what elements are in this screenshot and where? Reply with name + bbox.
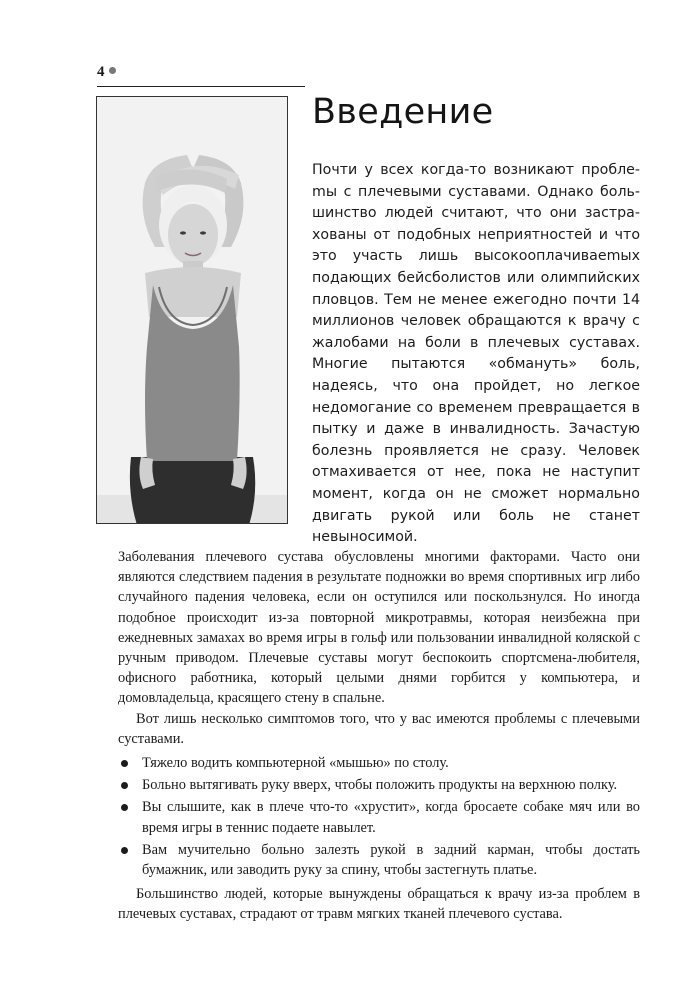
list-item [118, 775, 640, 795]
page-number: 4 [97, 64, 116, 81]
bullet-dot-icon [121, 847, 128, 854]
symptom-list [118, 753, 640, 880]
body-paragraph: Вот лишь несколько симптомов того, что у вас имеются проблемы с плечевыми суставами. [118, 710, 640, 747]
body-paragraph: Заболевания плечевого сустава обусловлены многими факторами. Часто они являются следствием падения в результате подножки во время спортивных игр либо случайного падения человека, если он оступился или поскользнулся. Но иногда подобное происходит из-за повторной микротравмы, которая неизбежна при ежедневных замахах во время игры в гольф или пользовании инвалидной коляской с ручным приводом. Плечевые суставы могут беспокоить спортсмена-любителя, офисного работника, который целыми днями горбится у компьютера, и домовладельца, красящего стену в спальне. [118, 549, 640, 707]
list-item-text: Вы слышите, как в плече что-то «хрустит», когда бросаете собаке мяч или во время игры в теннис подаете навылет. [142, 799, 640, 836]
exercise-photo [96, 96, 288, 524]
list-item-text: Тяжело водить компьютерной «мышью» по столу. [142, 755, 449, 772]
page-title: Введение [312, 92, 494, 132]
bullet-dot-icon [121, 760, 128, 767]
body-text [118, 547, 640, 925]
list-item [118, 753, 640, 773]
bullet-dot-icon [121, 804, 128, 811]
list-item-text: Больно вытягивать руку вверх, чтобы положить продукты на верхнюю полку. [142, 777, 618, 794]
body-paragraph: Большинство людей, которые вынуждены обращаться к врачу из-за проблем в плечевых суставах, страдают от травм мягких тканей плечевого сустава. [118, 886, 640, 923]
intro-paragraph: Почти у всех когда-то возникают проблеmы с плечевыми суставами. Однако большинство людей считают, что они застрахованы от подобных неприятностей и что это участь лишь высокооплачиваеmых подающих бейсболистов или олимпийских пловцов. Тем не менее ежегодно почти 14 миллионов человек обращаются к врачу с жалобами на боли в плечевых суставах. Многие пытаются «обмануть» боль, надеясь, что она пройдет, но легкое недомогание со временем превращается в пытку и даже в инвалидность. Зачастую болезнь проявляется не сразу. Человек отмахивается от нее, пока не наступит момент, когда он не сможет нормально двигать рукой или боль не станет невыносимой. [312, 162, 640, 546]
woman-stretch-illustration [97, 97, 288, 524]
bullet-dot-icon [121, 782, 128, 789]
list-item [118, 840, 640, 880]
page-dot-icon [109, 67, 116, 74]
list-item-text: Вам мучительно больно залезть рукой в задний карман, чтобы достать бумажник, или заводить руку за спину, чтобы застегнуть платье. [142, 841, 640, 879]
list-item [118, 797, 640, 837]
header-rule [97, 86, 305, 87]
